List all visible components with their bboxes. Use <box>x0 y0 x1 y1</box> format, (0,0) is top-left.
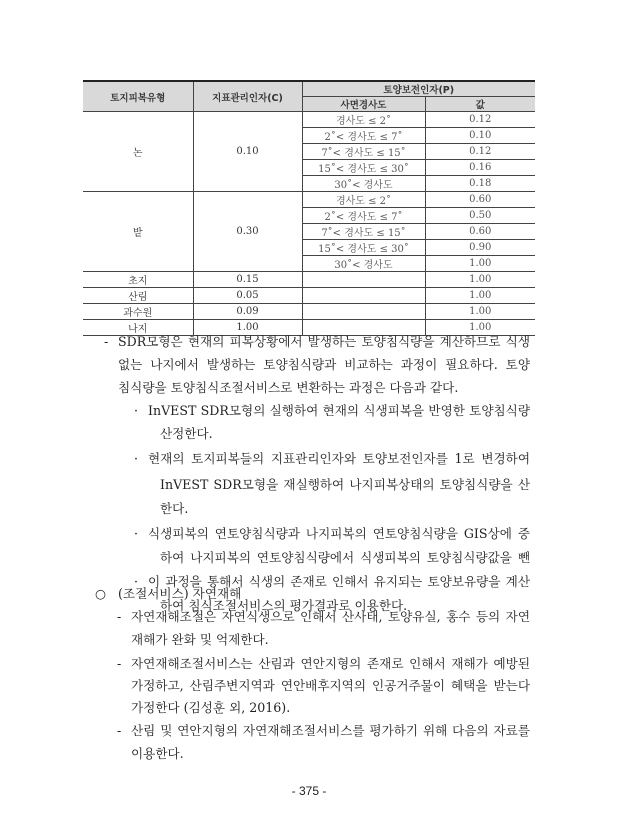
p-factor-cell: 0.50 <box>425 208 535 224</box>
slope-cell: 경사도 ≤ 2˚ <box>302 112 425 128</box>
empty-cell <box>302 288 425 304</box>
text-line: 이 과정을 통해서 식생의 존재로 인해서 유지되는 토양보유량을 계산 <box>148 574 530 589</box>
c-factor-cell: 1.00 <box>193 320 302 336</box>
text-line: 자연재해조절은 자연식생으로 인해서 산사태, 토양유실, 홍수 등의 자연 <box>131 609 530 624</box>
circle-marker-icon: ○ <box>95 586 106 601</box>
header-c-factor: 지표관리인자(C) <box>193 81 302 112</box>
bullet-marker-icon: · <box>134 526 139 541</box>
table-row <box>83 304 535 320</box>
p-factor-cell: 1.00 <box>425 320 535 336</box>
text-line: 자연재해조절서비스는 산림과 연안지형의 존재로 인해서 재해가 예방된 <box>131 656 530 671</box>
bullet-marker-icon: · <box>134 574 139 589</box>
text-line: 없는 나지에서 발생하는 토양침식량과 비교하는 과정이 필요하다. 토양 <box>118 357 530 372</box>
text-line: SDR모형은 현재의 피복상황에서 발생하는 토양침식량을 계산하므로 식생 <box>118 334 530 349</box>
text-line: (조절서비스) 자연재해 <box>118 586 242 601</box>
empty-cell <box>302 272 425 288</box>
table-row <box>83 288 535 304</box>
text-line: 산정한다. <box>160 426 213 441</box>
slope-cell: 30˚< 경사도 <box>302 176 425 192</box>
text-line: 재해가 완화 및 억제한다. <box>131 632 269 647</box>
p-factor-cell: 1.00 <box>425 304 535 320</box>
soil-factor-table <box>83 80 535 336</box>
header-landcover: 토지피복유형 <box>83 81 193 112</box>
c-factor-cell: 0.30 <box>193 192 302 272</box>
p-factor-cell: 1.00 <box>425 288 535 304</box>
slope-cell: 2˚< 경사도 ≤ 7˚ <box>302 128 425 144</box>
bullet-marker-icon: · <box>134 451 139 466</box>
c-factor-cell: 0.09 <box>193 304 302 320</box>
bullet-marker-icon: · <box>134 403 139 418</box>
slope-cell: 15˚< 경사도 ≤ 30˚ <box>302 160 425 176</box>
table-row <box>83 112 535 128</box>
c-factor-cell: 0.15 <box>193 272 302 288</box>
header-slope: 사면경사도 <box>302 97 425 112</box>
dash-marker-icon: - <box>117 609 122 624</box>
text-line: 이용한다. <box>131 746 184 761</box>
text-line: 한다. <box>160 501 189 516</box>
text-line: 산림 및 연안지형의 자연재해조절서비스를 평가하기 위해 다음의 자료를 <box>131 723 530 738</box>
p-factor-cell: 1.00 <box>425 272 535 288</box>
p-factor-cell: 0.12 <box>425 112 535 128</box>
c-factor-cell: 0.10 <box>193 112 302 192</box>
slope-cell: 7˚< 경사도 ≤ 15˚ <box>302 224 425 240</box>
landcover-cell: 초지 <box>83 272 193 288</box>
p-factor-cell: 0.60 <box>425 192 535 208</box>
empty-cell <box>302 304 425 320</box>
landcover-cell: 과수원 <box>83 304 193 320</box>
text-line: 가정하고, 산림주변지역과 연안배후지역의 인공거주물이 혜택을 받는다 <box>131 678 530 693</box>
text-line: 하여 나지피복의 연토양침식량에서 식생피복의 토양침식량값을 뺀 <box>160 550 530 565</box>
text-line: 식생피복의 연토양침식량과 나지피복의 연토양침식량을 GIS상에 중 <box>148 526 530 541</box>
header-p-factor: 토양보전인자(P) <box>302 81 535 97</box>
dash-marker-icon: - <box>117 723 122 738</box>
landcover-cell: 밭 <box>83 192 193 272</box>
text-line: 침식량을 토양침식조절서비스로 변환하는 과정은 다음과 같다. <box>118 380 459 395</box>
landcover-cell: 나지 <box>83 320 193 336</box>
text-line: 하여 침식조절서비스의 평가결과로 이용한다. <box>160 598 408 613</box>
page-number: - 375 - <box>291 784 327 798</box>
p-factor-cell: 0.90 <box>425 240 535 256</box>
dash-marker-icon: - <box>104 334 109 349</box>
p-factor-cell: 0.18 <box>425 176 535 192</box>
slope-cell: 2˚< 경사도 ≤ 7˚ <box>302 208 425 224</box>
p-factor-cell: 1.00 <box>425 256 535 272</box>
text-line: 가정한다 (김성훈 외, 2016). <box>131 700 291 715</box>
slope-cell: 15˚< 경사도 ≤ 30˚ <box>302 240 425 256</box>
p-factor-cell: 0.60 <box>425 224 535 240</box>
text-line: InVEST SDR모형을 재실행하여 나지피복상태의 토양침식량을 산 <box>160 477 530 492</box>
text-line: 현재의 토지피복들의 지표관리인자와 토양보전인자를 1로 변경하여 <box>148 451 530 466</box>
c-factor-cell: 0.05 <box>193 288 302 304</box>
p-factor-cell: 0.16 <box>425 160 535 176</box>
p-factor-cell: 0.12 <box>425 144 535 160</box>
landcover-cell: 산림 <box>83 288 193 304</box>
text-line: InVEST SDR모형의 실행하여 현재의 식생피복을 반영한 토양침식량 <box>148 403 530 418</box>
slope-cell: 경사도 ≤ 2˚ <box>302 192 425 208</box>
slope-cell: 30˚< 경사도 <box>302 256 425 272</box>
landcover-cell: 논 <box>83 112 193 192</box>
p-factor-cell: 0.10 <box>425 128 535 144</box>
dash-marker-icon: - <box>117 656 122 671</box>
table-row <box>83 272 535 288</box>
table-row <box>83 192 535 208</box>
header-value: 값 <box>425 97 535 112</box>
slope-cell: 7˚< 경사도 ≤ 15˚ <box>302 144 425 160</box>
